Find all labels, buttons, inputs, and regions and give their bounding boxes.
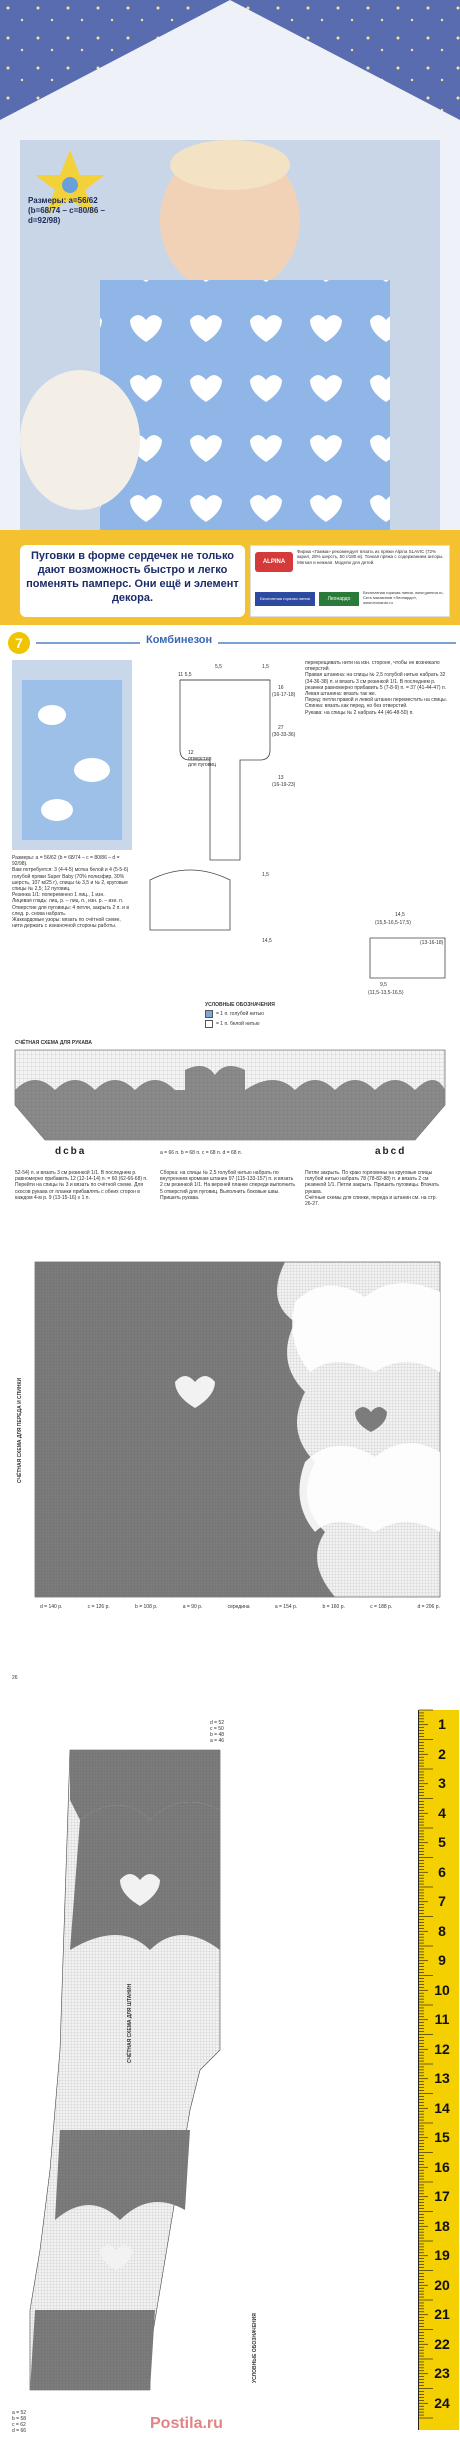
dim-7: 13: [278, 775, 284, 781]
lower-dim-2: 9,5: [380, 982, 387, 988]
ruler-number: 8: [438, 1922, 446, 1939]
leg-bottom-label-3: d = 66: [12, 2428, 27, 2434]
leg-top-label-3: a = 46: [210, 1738, 225, 1744]
bottom-label-5: a = 154 р.: [274, 1604, 298, 1610]
ruler-number: 12: [434, 2040, 450, 2057]
right-text-column: перекрещивать нити на изн. стороне, чтобы не возникало отверстий. Правая штанина: на спицы № 2,5 голубой нитью набрать 32 (34-36-38) п. и вязать 3 см резинкой 1/1. В последнем р. резинки равномерно прибавить 5 (7-8-9) п. = 37 (41-44-47) п. Левая штанина: вязать так же. Перед: петли правой и левой штанин переместить на спицы. Спинка: вязать как перед, но без отверстий. Рукава: на спицы № 2 набрать 44 (46-48-50) п.: [305, 660, 448, 716]
dim-2: 1,5: [262, 664, 269, 670]
front-back-side-label: СЧЁТНАЯ СХЕМА ДЛЯ ПЕРЕДА И СПИНКИ: [17, 1377, 23, 1483]
ruler-number: 11: [434, 2011, 450, 2027]
schematic-diagram: [140, 660, 300, 960]
lower-dim-4: 14,5: [262, 938, 272, 944]
ruler-number: 10: [434, 1981, 450, 1998]
bottom-label-4: середина: [227, 1604, 250, 1610]
bottom-label-2: b = 108 р.: [135, 1604, 158, 1610]
legend: [205, 1002, 315, 1028]
front-back-chart: [35, 1262, 440, 1602]
watermark: Postila.ru: [150, 2415, 223, 2432]
leg-top-label-2: b = 48: [210, 1732, 225, 1738]
lower-dim-0: 1,5: [262, 872, 269, 878]
ruler-number: 5: [438, 1834, 446, 1850]
leg-bottom-label-2: c = 62: [12, 2422, 26, 2428]
hotline-logo: Бесплатная горячая линия: [255, 592, 315, 606]
leg-legend-title: УСЛОВНЫЕ ОБОЗНАЧЕНИЯ: [252, 2313, 258, 2383]
diagram-note: 12 отверстия для пуговиц: [188, 750, 216, 768]
ruler-number: 19: [434, 2247, 450, 2263]
ruler-number: 6: [438, 1863, 446, 1880]
dim-6: (30-33-36): [272, 732, 296, 738]
leg-bottom-label-0: a = 52: [12, 2410, 27, 2416]
sleeve-chart-footer: a = 66 п. b = 68 п. c = 68 п. d = 68 п.: [160, 1150, 242, 1156]
leg-top-label-1: c = 50: [210, 1726, 224, 1732]
leg-top-labels: [210, 1720, 270, 1744]
legend-label-white: = 1 п. белой нитью: [216, 1021, 260, 1027]
ruler-number: 17: [434, 2188, 450, 2204]
dim-4: (16-17-18): [272, 692, 296, 698]
ruler: [418, 1710, 459, 2430]
front-back-bottom-labels: [40, 1604, 440, 1610]
ruler-number: 9: [438, 1952, 446, 1968]
mid-column-3: Петли закрыть. По краю горловины на круговые спицы голубой нитью набрать 78 (78-82-88) п. и вязать 2 см резинкой 1/1. Петли закрыть. Пришить пуговицы. Втачать рукава. Счётные схемы для спинки, переда и штанин см. на стр. 26-27.: [305, 1170, 439, 1208]
section-title: Комбинезон: [140, 634, 218, 646]
lower-dim-1: (13-16-18): [420, 940, 444, 946]
bottom-label-1: c = 126 р.: [87, 1604, 110, 1610]
bottom-label-0: d = 140 р.: [40, 1604, 63, 1610]
sleeve-dim-1: (15,5-16,5-17,5): [375, 920, 411, 926]
leg-side-label: СЧЁТНАЯ СХЕМА ДЛЯ ШТАНИН: [127, 1983, 133, 2063]
page-number: 26: [12, 1675, 18, 1681]
sleeve-left-letters: dcba: [55, 1146, 87, 1157]
legend-title: УСЛОВНЫЕ ОБОЗНАЧЕНИЯ: [205, 1002, 275, 1008]
mid-column-2: Сборка: на спицы № 2,5 голубой нитью набрать по внутренним кромкам штанин 97 (115-133-157) п. и вязать 2 см резинкой 1/1. На верхней планке спереди выполнить 5 отверстий для пуговиц. Выполнить боковые швы. Пришить рукава.: [160, 1170, 297, 1201]
ruler-number: 16: [434, 2158, 450, 2175]
alpina-logo: [255, 552, 293, 572]
left-text-column: Размеры: a = 56/62 (b = 68/74 – c = 80/86 – d = 92/98). Вам потребуется: 3 (4-4-5) мотка белой и 4 (5-5-6) голубой пряжи Super Baby (70% полиэфир, 30% шерсть, 107 м/25 г), спицы № 3,5 и № 2, круговые спицы № 2,5; 12 пуговиц. Резинка 1/1: попеременно 1 лиц., 1 изн. Лицевая гладь: лиц. р. – лиц. п., изн. р. – изн. п. Отверстие для пуговицы: 4 петли, закрыть 2 п. и в след. р. снова набрать. Жаккардовые узоры: вязать по счётной схеме, нити держать с изнаночной стороны работы.: [12, 855, 129, 930]
leg-chart: [20, 1750, 280, 2400]
caption-box: [20, 545, 245, 617]
ruler-number: 18: [434, 2217, 450, 2234]
bottom-label-3: a = 90 р.: [182, 1604, 203, 1610]
ruler-number: 1: [438, 1716, 446, 1732]
bottom-label-8: d = 206 р.: [417, 1604, 440, 1610]
ruler-number: 2: [438, 1745, 446, 1762]
section-header: [0, 630, 460, 658]
ruler-number: 22: [434, 2335, 450, 2352]
ruler-number: 13: [434, 2070, 450, 2086]
bottom-label-7: c = 188 р.: [370, 1604, 393, 1610]
dim-0: 5,5: [215, 664, 222, 670]
ruler-number: 7: [438, 1893, 446, 1909]
sizes-label: Размеры: a=56/62 (b=68/74 – c=80/86 – d=92/98): [28, 196, 105, 225]
sponsor-text: Фирма «Гамма» рекомендует вязать из пряжи Alpina SLAVIC (72% акрил, 28% шерсть, 50 г/180 м). Тонкая пряжа с содержанием ангоры. Мягкая и нежная. Модели для детей.: [297, 549, 444, 565]
dim-3: 16: [278, 685, 284, 691]
sleeve-right-letters: abcd: [375, 1146, 407, 1157]
section-number: 7: [15, 635, 23, 651]
leg-top-label-0: d = 52: [210, 1720, 225, 1726]
sleeve-chart: [15, 1050, 445, 1145]
sponsor-extra-text: Бесплатная горячая линия, www.gamma.ru, Сеть магазинов «Леонардо», www.leonardo.ru: [363, 590, 444, 605]
leg-bottom-label-1: b = 58: [12, 2416, 27, 2422]
legend-item-blue: [205, 1010, 315, 1018]
ruler-number: 15: [434, 2129, 450, 2145]
legend-label-blue: = 1 п. голубой нитью: [216, 1011, 264, 1017]
sponsor-box: [250, 545, 450, 617]
ruler-number: 3: [438, 1775, 446, 1791]
mid-column-1: 52-54) п. и вязать 3 см резинкой 1/1. В последнем р. равномерно прибавить 12 (12-14-14) п. = 60 (62-66-68) п. Перейти на спицы № 3 и вязать по счётной схеме. Для скосов рукава от планки прибавлять с обеих сторон в каждом 4-м р. 9 (13-15-16) х 1 п.: [15, 1170, 149, 1201]
ruler-number: 4: [438, 1804, 446, 1821]
dim-5: 27: [278, 725, 284, 731]
legend-swatch-white: [205, 1020, 213, 1028]
sleeve-dim-0: 14,5: [395, 912, 405, 918]
ruler-number: 14: [434, 2099, 450, 2116]
section-number-badge: [8, 632, 30, 654]
leg-bottom-labels: [12, 2410, 72, 2434]
legend-item-white: [205, 1020, 315, 1028]
lower-dim-3: (11,5-13,5-16,5): [368, 990, 404, 996]
sleeve-diagram: [360, 918, 455, 998]
section-rule: [36, 642, 456, 644]
sleeve-chart-title: СЧЁТНАЯ СХЕМА ДЛЯ РУКАВА: [15, 1040, 92, 1046]
ruler-number: 21: [434, 2306, 450, 2322]
dim-1: 11 5,5: [178, 672, 192, 678]
hero-photo: [0, 0, 460, 625]
legend-swatch-blue: [205, 1010, 213, 1018]
bottom-label-6: b = 160 р.: [322, 1604, 345, 1610]
caption-text: Пуговки в форме сердечек не только дают возможность быстро и легко поменять памперс. Они ещё и элемент декора.: [26, 550, 239, 604]
alpina-logo-text: ALPINA: [262, 559, 286, 565]
hero-banner: [0, 0, 460, 625]
dim-8: (16-19-23): [272, 782, 296, 788]
small-photo: [12, 660, 132, 850]
ruler-number: 23: [434, 2365, 450, 2381]
ruler-number: 20: [434, 2276, 450, 2293]
leonardo-logo: Леонардо: [319, 592, 359, 606]
ruler-number: 24: [434, 2394, 450, 2411]
